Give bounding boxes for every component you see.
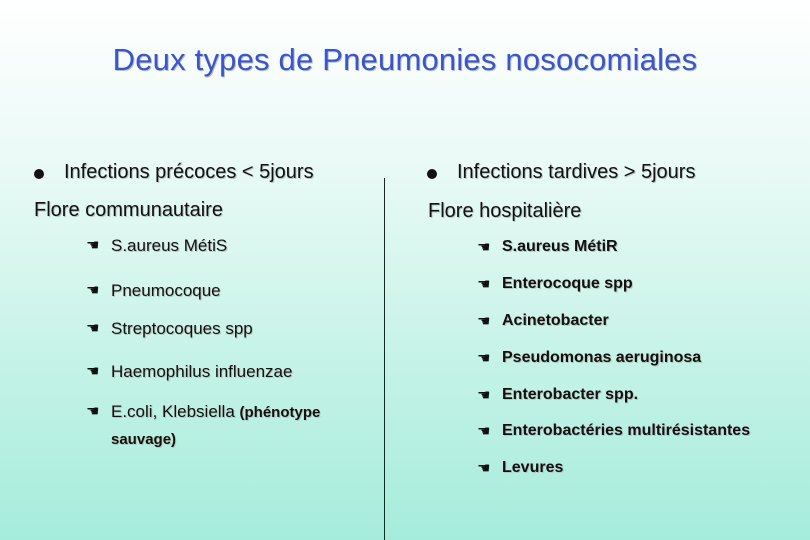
left-flora: Flore communautaire (34, 199, 223, 221)
list-item-label: Enterobacter spp. (502, 386, 639, 403)
left-heading: Infections précoces < 5jours (64, 161, 314, 183)
pointing-arrow-icon: ☚ (477, 238, 491, 256)
list-item-label: Pneumocoque (111, 281, 221, 300)
pointing-arrow-icon: ☚ (477, 349, 491, 367)
pointing-arrow-icon: ☚ (86, 362, 100, 380)
list-item-label: Enterocoque spp (502, 275, 633, 292)
pointing-arrow-icon: ☚ (477, 459, 491, 477)
list-item-label: Levures (502, 459, 564, 476)
pointing-arrow-icon: ☚ (86, 319, 100, 337)
column-divider (384, 178, 385, 540)
pointing-arrow-icon: ☚ (86, 402, 100, 420)
list-item-paren: (phénotype (239, 404, 321, 421)
list-item-label: S.aureus MétiR (502, 238, 618, 255)
pointing-arrow-icon: ☚ (477, 312, 491, 330)
list-item-label: Streptocoques spp (111, 319, 253, 338)
right-heading: Infections tardives > 5jours (457, 161, 696, 183)
list-item-label: Acinetobacter (502, 312, 609, 329)
list-item-label: S.aureus MétiS (111, 236, 228, 255)
pointing-arrow-icon: ☚ (86, 281, 100, 299)
round-bullet-icon (34, 169, 44, 179)
list-item-label: Enterobactéries multirésistantes (502, 422, 751, 439)
right-flora: Flore hospitalière (428, 200, 582, 222)
list-item-label: Haemophilus influenzae (111, 362, 293, 381)
list-item-continuation: sauvage) (111, 431, 177, 448)
pointing-arrow-icon: ☚ (477, 422, 491, 440)
list-item-main: E.coli, Klebsiella (111, 402, 240, 421)
list-item-label: Pseudomonas aeruginosa (502, 349, 702, 366)
list-item-label (111, 402, 320, 422)
pointing-arrow-icon: ☚ (86, 236, 100, 254)
pointing-arrow-icon: ☚ (477, 386, 491, 404)
pointing-arrow-icon: ☚ (477, 275, 491, 293)
slide-title: Deux types de Pneumonies nosocomiales (112, 42, 698, 77)
round-bullet-icon (427, 169, 437, 179)
